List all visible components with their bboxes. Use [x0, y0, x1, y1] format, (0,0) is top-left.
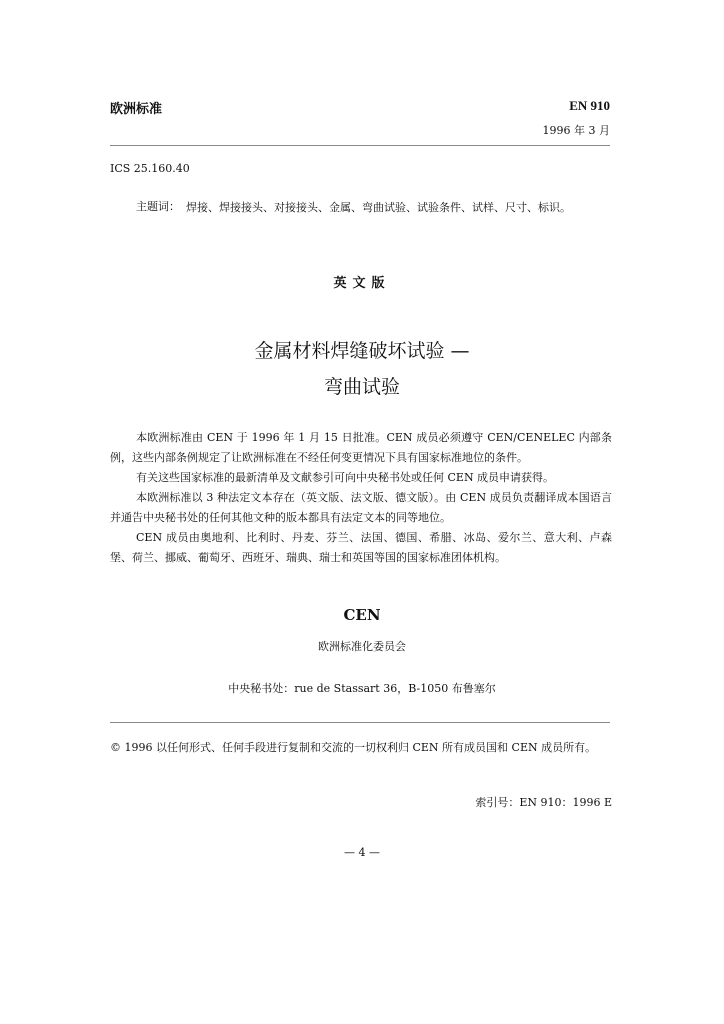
document-title-line1: 金属材料焊缝破坏试验 — — [254, 340, 470, 362]
body-paragraph: 本欧洲标准以 3 种法定文本存在（英文版、法文版、德文版）。由 CEN 成员负责翻译成本国语言并通告中央秘书处的任何其他文种的版本都具有法定文本的同等地位。 — [110, 491, 612, 524]
index-reference: 索引号：EN 910：1996 E — [475, 796, 612, 809]
footer-divider — [110, 722, 610, 723]
keywords-text: 焊接、焊接接头、对接接头、金属、弯曲试验、试验条件、试样、尺寸、标识。 — [186, 201, 571, 214]
keywords-label: 主题词： — [136, 200, 180, 213]
header-divider — [110, 145, 610, 146]
document-title-line2: 弯曲试验 — [323, 376, 400, 398]
header-date: 1996 年 3 月 — [542, 124, 610, 137]
header-standard-code: EN 910 — [569, 98, 610, 113]
body-text — [110, 428, 612, 568]
header-standard-type: 欧洲标准 — [110, 102, 163, 117]
cen-name: CEN — [343, 606, 381, 624]
cen-full-name: 欧洲标准化委员会 — [318, 640, 406, 653]
body-paragraph: 本欧洲标准由 CEN 于 1996 年 1 月 15 日批准。CEN 成员必须遵守 CEN/CENELEC 内部条例，这些内部条例规定了让欧洲标准在不经任何变更情况下具有国家标准地位的条件。 — [110, 431, 612, 464]
ics-code: ICS 25.160.40 — [110, 162, 190, 175]
cen-secretariat: 中央秘书处：rue de Stassart 36，B-1050 布鲁塞尔 — [228, 682, 496, 695]
body-paragraph: 有关这些国家标准的最新清单及文献参引可向中央秘书处或任何 CEN 成员申请获得。 — [136, 471, 555, 484]
page-number: — 4 — — [344, 846, 380, 859]
copyright-notice: © 1996 以任何形式、任何手段进行复制和交流的一切权利归 CEN 所有成员国和 CEN 成员所有。 — [110, 741, 597, 754]
edition-label: 英文版 — [333, 276, 391, 291]
body-paragraph: CEN 成员由奥地利、比利时、丹麦、芬兰、法国、德国、希腊、冰岛、爱尔兰、意大利、卢森堡、荷兰、挪威、葡萄牙、西班牙、瑞典、瑞士和英国等国的国家标准团体机构。 — [110, 531, 612, 564]
